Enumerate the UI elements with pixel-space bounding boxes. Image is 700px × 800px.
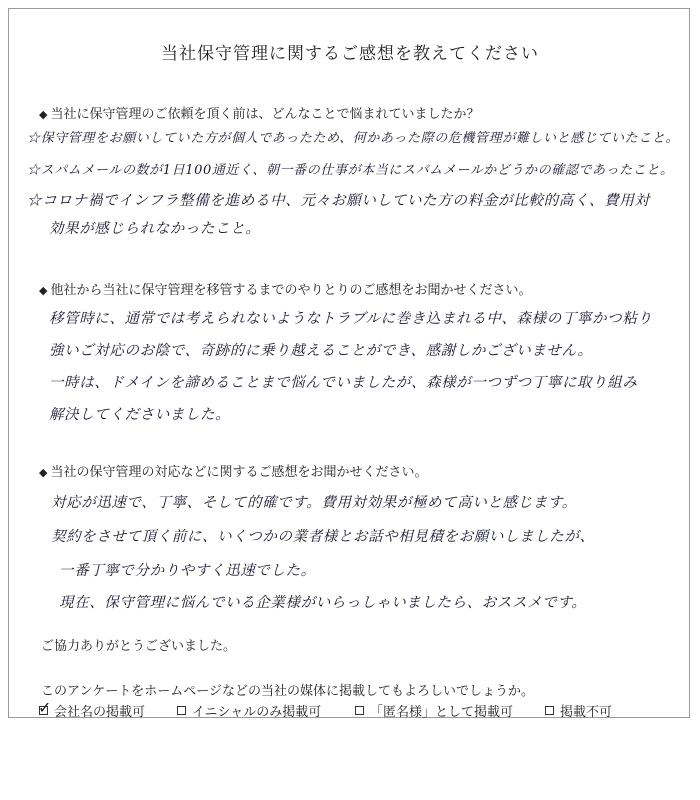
page-title: 当社保守管理に関するご感想を教えてください — [161, 44, 539, 64]
answer-1-line-4: 効果が感じられなかったこと。 — [49, 221, 261, 237]
option-company-name[interactable] — [38, 698, 177, 720]
answer-3-line-3: 一番丁寧で分かりやすく迅速でした。 — [59, 563, 316, 579]
answer-1-line-2: ☆スパムメールの数が1日100通近く、朝一番の仕事が本当にスパムメールかどうかの確認であったこと。 — [27, 163, 674, 178]
publish-options — [38, 698, 613, 720]
question-1-text: 当社に保守管理のご依頼を頂く前は、どんなことで悩まれていましたか？ — [50, 107, 480, 122]
question-1 — [39, 103, 479, 122]
checkbox-company-name[interactable] — [38, 698, 52, 717]
diamond-bullet-icon: ◆ — [39, 466, 48, 479]
option-company-name-label: 会社名の掲載可 — [54, 705, 146, 720]
answer-3-line-1: 対応が迅速で、丁寧、そして的確です。費用対効果が極めて高いと感じます。 — [51, 495, 577, 511]
answer-3-line-4: 現在、保守管理に悩んでいる企業様がいらっしゃいましたら、おススメです。 — [59, 595, 587, 611]
option-not-publishable[interactable] — [545, 701, 612, 720]
answer-1-line-3: ☆コロナ禍でインフラ整備を進める中、元々お願いしていた方の料金が比較的高く、費用対 — [27, 192, 650, 209]
answer-2-line-1: 移管時に、通常では考えられないようなトラブルに巻き込まれる中、森様の丁寧かつ粘り — [49, 311, 653, 327]
question-2 — [39, 279, 531, 298]
question-3 — [39, 461, 427, 480]
check-mark-icon: ✓ — [38, 698, 52, 717]
answer-2-line-3: 一時は、ドメインを諦めることまで悩んでいましたが、森様が一つずつ丁寧に取り組み — [49, 375, 638, 391]
answer-3-line-2: 契約をさせて頂く前に、いくつかの業者様とお話や相見積をお願いしましたが、 — [51, 529, 595, 545]
option-initials-only[interactable] — [177, 701, 355, 720]
checkbox-initials-only[interactable] — [177, 706, 186, 715]
answer-2-line-4: 解決してくださいました。 — [49, 407, 231, 423]
survey-sheet — [8, 8, 690, 718]
option-initials-only-label: イニシャルのみ掲載可 — [192, 705, 322, 720]
thanks-text: ご協力ありがとうございました。 — [41, 639, 237, 654]
answer-2-line-2: 強いご対応のお陰で、奇跡的に乗り越えることができ、感謝しかございません。 — [49, 343, 593, 359]
checkbox-not-publishable[interactable] — [545, 706, 554, 715]
question-2-text: 他社から当社に保守管理を移管するまでのやりとりのご感想をお聞かせください。 — [50, 283, 532, 298]
diamond-bullet-icon: ◆ — [39, 108, 48, 121]
option-anonymous[interactable] — [355, 701, 545, 720]
checkbox-anonymous[interactable] — [355, 706, 364, 715]
diamond-bullet-icon: ◆ — [39, 284, 48, 297]
answer-1-line-1: ☆保守管理をお願いしていた方が個人であったため、何かあった際の危機管理が難しいと感じていたこと。 — [27, 131, 680, 146]
question-3-text: 当社の保守管理の対応などに関するご感想をお聞かせください。 — [50, 465, 428, 480]
publish-question: このアンケートをホームページなどの当社の媒体に掲載してもよろしいでしょうか。 — [41, 684, 534, 699]
option-anonymous-label: 「匿名様」として掲載可 — [370, 705, 514, 720]
option-not-publishable-label: 掲載不可 — [560, 705, 613, 720]
